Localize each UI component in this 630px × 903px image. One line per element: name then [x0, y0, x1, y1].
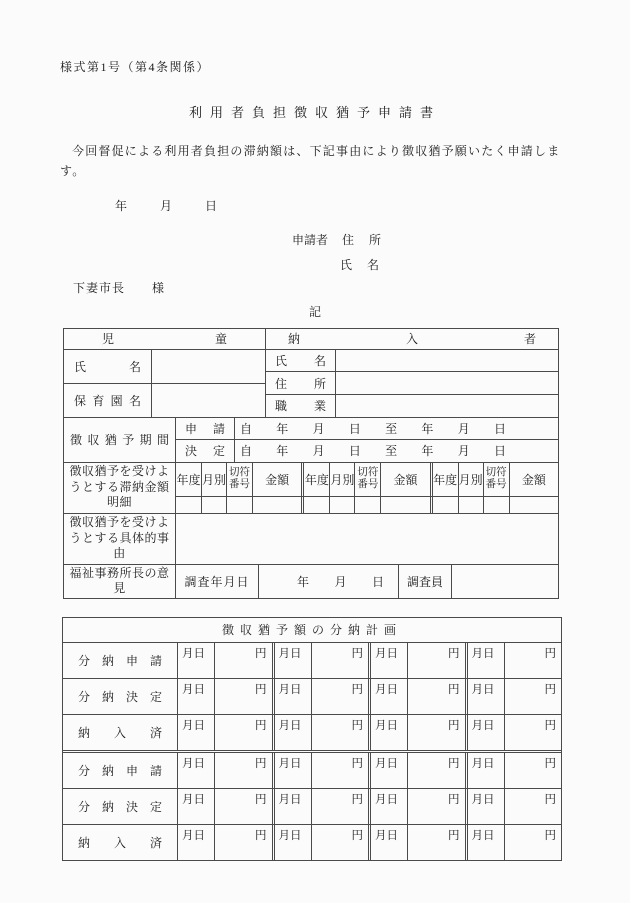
plan-entry-1: [178, 679, 272, 714]
arrears-group-2: [301, 463, 429, 496]
deferral-period-section: [64, 417, 558, 462]
plan-entry-3: [368, 643, 465, 678]
payer-occupation-label: 職 業: [266, 395, 336, 417]
plan-amount-cell: 円: [351, 757, 363, 770]
survey-date-label: 調査年月日: [176, 565, 259, 598]
plan-entry-3: [368, 825, 465, 860]
fiscal-year-header: 年度: [176, 463, 202, 496]
amount-value-cell: [253, 497, 301, 513]
plan-amount-cell: 円: [448, 829, 460, 842]
fiscal-year-value-cell: [176, 497, 202, 513]
plan-amount-cell: 円: [351, 683, 363, 696]
plan-entry-4: [465, 825, 562, 860]
surveyor-label: 調査員: [399, 565, 452, 598]
plan-date-cell: 月日: [468, 753, 505, 788]
amount-header: 金額: [265, 472, 290, 487]
plan-amount-cell: 円: [255, 647, 267, 660]
reason-value-cell: [176, 514, 558, 564]
plan-row-label: 分 納 決 定: [63, 789, 178, 824]
month-value-cell: [202, 497, 227, 513]
fiscal-year-header: 年度: [433, 463, 459, 496]
plan-row-paid-2: [63, 824, 561, 860]
slip-number-header: 切符番号: [227, 463, 253, 496]
amount-value-cell: [510, 497, 558, 513]
deferral-period-rows: [176, 418, 558, 462]
plan-entry-1: [178, 715, 272, 750]
plan-date-cell: 月日: [275, 789, 312, 824]
plan-amount-cell: 円: [255, 829, 267, 842]
child-name-row: [64, 350, 265, 384]
slip-number-value-cell: [227, 497, 253, 513]
plan-row-label: 分 納 申 請: [63, 753, 178, 788]
plan-amount-cell: 円: [351, 793, 363, 806]
plan-amount-cell: 円: [448, 757, 460, 770]
plan-entry-1: [178, 825, 272, 860]
arrears-detail-value-row: [176, 497, 558, 513]
arrears-detail-section: [64, 462, 558, 513]
form-number: 様式第1号（第4条関係）: [60, 60, 211, 74]
plan-date-cell: 月日: [178, 789, 215, 824]
arrears-group-3-values: [430, 497, 558, 513]
applicant-address-label: 住 所: [342, 232, 382, 247]
plan-entry-3: [368, 753, 465, 788]
arrears-group-2-values: [301, 497, 429, 513]
plan-amount-cell: 円: [544, 683, 556, 696]
payer-address-row: [266, 372, 558, 395]
plan-entry-1: [178, 789, 272, 824]
child-header: 児 童: [64, 329, 265, 350]
plan-amount-cell: 円: [544, 829, 556, 842]
deferral-period-label: 徴 収 猶 予 期 間: [64, 418, 176, 462]
arrears-group-1: [176, 463, 301, 496]
plan-date-cell: 月日: [371, 753, 408, 788]
installment-plan-table: [62, 617, 562, 861]
applicant-name-label: 氏 名: [340, 257, 380, 272]
survey-date-value-cell: 年 月 日: [259, 565, 399, 598]
amount-header: 金額: [521, 472, 546, 487]
plan-row-apply-1: [63, 643, 561, 678]
plan-date-cell: 月日: [468, 825, 505, 860]
plan-amount-cell: 円: [351, 647, 363, 660]
plan-date-cell: 月日: [468, 643, 505, 678]
plan-entry-2: [272, 679, 369, 714]
fiscal-year-value-cell: [304, 497, 330, 513]
addressee-line: [73, 279, 570, 296]
plan-entry-2: [272, 753, 369, 788]
arrears-group-3: [430, 463, 558, 496]
plan-date-cell: 月日: [275, 715, 312, 750]
plan-entry-1: [178, 643, 272, 678]
slip-number-header: 切符番号: [355, 463, 381, 496]
payer-address-label: 住 所: [266, 372, 336, 394]
applicant-address-line: [292, 231, 570, 248]
plan-date-cell: 月日: [371, 679, 408, 714]
plan-row-apply-2: [63, 750, 561, 788]
plan-amount-cell: 円: [255, 757, 267, 770]
plan-amount-cell: 円: [255, 793, 267, 806]
arrears-detail-header-row: [176, 463, 558, 497]
period-apply-label: 申 請: [176, 418, 235, 440]
plan-row-label: 分 納 決 定: [63, 679, 178, 714]
surveyor-value-cell: [452, 565, 558, 598]
plan-date-cell: 月日: [178, 643, 215, 678]
plan-date-cell: 月日: [178, 825, 215, 860]
opinion-label: 福祉事務所長の意見: [64, 565, 176, 598]
plan-date-cell: 月日: [468, 715, 505, 750]
plan-date-cell: 月日: [275, 753, 312, 788]
plan-entry-4: [465, 643, 562, 678]
addressee-name: 下妻市長: [73, 280, 126, 295]
childcare-name-label: 保 育 園 名: [64, 384, 152, 417]
payer-header: 納 入 者: [266, 329, 558, 350]
childcare-name-row: [64, 384, 265, 417]
plan-date-cell: 月日: [275, 643, 312, 678]
period-decide-range-cell: 自 年 月 日 至 年 月 日: [240, 444, 506, 459]
period-decide-row: [176, 440, 558, 462]
plan-amount-cell: 円: [448, 719, 460, 732]
slip-number-value-cell: [355, 497, 381, 513]
child-name-value-cell: [152, 350, 265, 383]
plan-date-cell: 月日: [371, 715, 408, 750]
plan-date-cell: 月日: [178, 679, 215, 714]
applicant-info-table: [63, 328, 559, 599]
opinion-section: [64, 564, 558, 598]
fiscal-year-value-cell: [433, 497, 459, 513]
plan-entry-2: [272, 643, 369, 678]
month-value-cell: [459, 497, 484, 513]
plan-amount-cell: 円: [351, 829, 363, 842]
plan-amount-cell: 円: [544, 719, 556, 732]
honorific: 様: [152, 280, 166, 295]
applicant-label: 申請者: [292, 232, 329, 247]
plan-entry-2: [272, 825, 369, 860]
payer-address-value-cell: [336, 372, 558, 394]
plan-entry-3: [368, 715, 465, 750]
month-header: 月別: [202, 463, 227, 496]
plan-amount-cell: 円: [544, 647, 556, 660]
fiscal-year-header: 年度: [304, 463, 330, 496]
plan-date-cell: 月日: [468, 789, 505, 824]
plan-entry-3: [368, 679, 465, 714]
plan-amount-cell: 円: [255, 719, 267, 732]
slip-number-header: 切符番号: [484, 463, 510, 496]
reason-section: [64, 513, 558, 564]
plan-row-paid-1: [63, 714, 561, 750]
child-name-label: 氏 名: [64, 350, 152, 383]
plan-date-cell: 月日: [371, 789, 408, 824]
plan-amount-cell: 円: [448, 647, 460, 660]
plan-amount-cell: 円: [544, 757, 556, 770]
plan-row-decide-2: [63, 788, 561, 824]
arrears-detail-grid: [176, 463, 558, 513]
plan-date-cell: 月日: [178, 715, 215, 750]
plan-entry-4: [465, 753, 562, 788]
slip-number-value-cell: [484, 497, 510, 513]
arrears-detail-label: 徴収猶予を受けようとする滞納金額明細: [64, 463, 176, 513]
plan-date-cell: 月日: [178, 753, 215, 788]
plan-date-cell: 月日: [468, 679, 505, 714]
payer-name-row: [266, 350, 558, 373]
period-apply-range-cell: 自 年 月 日 至 年 月 日: [240, 421, 506, 436]
plan-amount-cell: 円: [544, 793, 556, 806]
plan-entry-4: [465, 715, 562, 750]
plan-amount-cell: 円: [255, 683, 267, 696]
childcare-name-value-cell: [152, 384, 265, 417]
plan-date-cell: 月日: [371, 643, 408, 678]
plan-date-cell: 月日: [275, 825, 312, 860]
amount-value-cell: [381, 497, 429, 513]
installment-plan-title: 徴収猶予額の分納計画: [63, 618, 561, 643]
plan-row-label: 納 入 済: [63, 825, 178, 860]
payer-name-value-cell: [336, 350, 558, 372]
plan-row-decide-1: [63, 678, 561, 714]
child-column: [64, 329, 266, 417]
plan-entry-1: [178, 753, 272, 788]
plan-row-label: 納 入 済: [63, 715, 178, 750]
reason-label: 徴収猶予を受けようとする具体的事由: [64, 514, 176, 564]
month-value-cell: [330, 497, 355, 513]
plan-entry-4: [465, 679, 562, 714]
plan-entry-3: [368, 789, 465, 824]
plan-amount-cell: 円: [448, 793, 460, 806]
child-payer-section: [64, 329, 558, 417]
month-header: 月別: [330, 463, 355, 496]
payer-column: [266, 329, 558, 417]
plan-amount-cell: 円: [351, 719, 363, 732]
payer-name-label: 氏 名: [266, 350, 336, 372]
application-date-line: 年 月 日: [115, 198, 218, 213]
period-decide-label: 決 定: [176, 440, 235, 462]
payer-occupation-value-cell: [336, 395, 558, 417]
document-title: 利用者負担徴収猶予申請書: [188, 105, 441, 120]
plan-date-cell: 月日: [371, 825, 408, 860]
arrears-group-1-values: [176, 497, 301, 513]
amount-header: 金額: [393, 472, 418, 487]
plan-row-label: 分 納 申 請: [63, 643, 178, 678]
plan-date-cell: 月日: [275, 679, 312, 714]
record-mark: 記: [308, 304, 321, 319]
plan-entry-2: [272, 789, 369, 824]
application-statement: 今回督促による利用者負担の滞納額は、下記事由により徴収猶予願いたく申請します。: [60, 144, 561, 178]
month-header: 月別: [459, 463, 484, 496]
payer-occupation-row: [266, 395, 558, 417]
plan-entry-2: [272, 715, 369, 750]
plan-entry-4: [465, 789, 562, 824]
period-apply-row: [176, 418, 558, 441]
plan-amount-cell: 円: [448, 683, 460, 696]
